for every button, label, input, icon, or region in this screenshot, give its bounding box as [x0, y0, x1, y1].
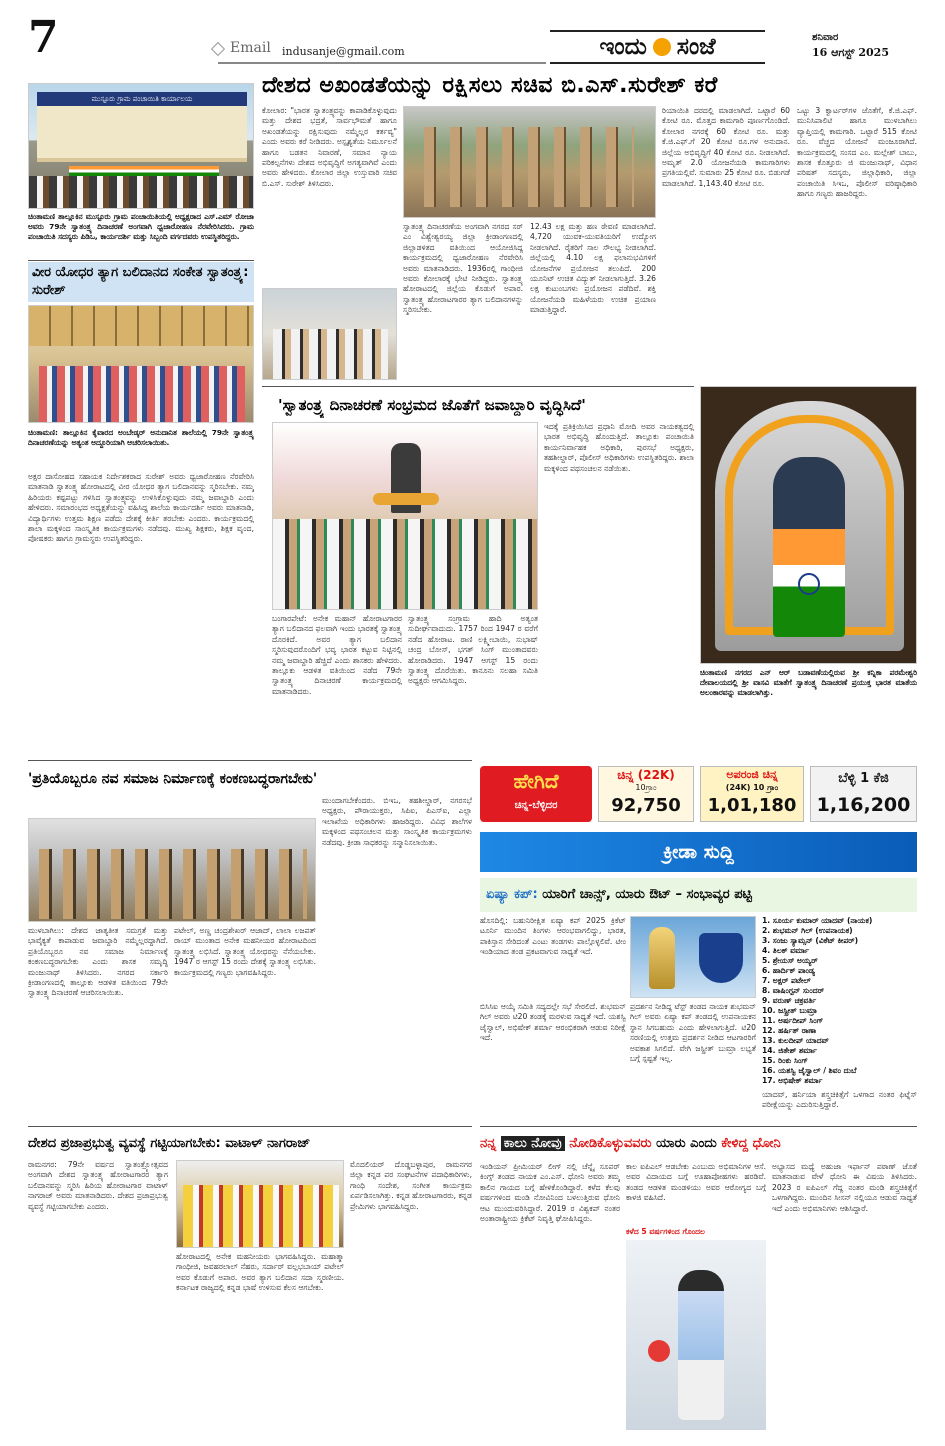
sports-body-left: ಬಿಸಿಸಿಐ ಆಯ್ಕೆ ಸಮಿತಿ ಸದ್ಯದಲ್ಲೇ ಸಭೆ ಸೇರಲಿದೆ. ಶುಭಮನ್ ಗಿಲ್ ಅವರು ಟಿ20 ತಂಡಕ್ಕೆ ಮರಳುವ ಸಾಧ್ಯತೆ ಇದೆ. ಯಶಸ್ವಿ ಜೈಸ್ವಾಲ್, ಅಭಿಷೇಕ್ ಶರ್ಮಾ ಆರಂಭಿಕರಾಗಿ ಆಡುವ ನಿರೀಕ್ಷೆ ಇದೆ.: [480, 1002, 626, 1043]
asia-cup-photo: [630, 916, 756, 998]
march-photo: [28, 818, 316, 922]
logo-right: ಸಂಜೆ: [676, 34, 716, 60]
sports-note: ಯಾದವ್, ಹರ್ನಿಯಾ ಶಸ್ತ್ರಚಿಕಿತ್ಸೆಗೆ ಒಳಗಾದ ನಂತರ ಫಿಟ್ನೆಸ್ ಪರೀಕ್ಷೆಯನ್ನು ಎದುರಿಸುತ್ತಿದ್ದಾರೆ.: [762, 1090, 917, 1110]
rates-label-bottom: ಚಿನ್ನ-ಬೆಳ್ಳಿದರ: [514, 800, 558, 811]
logo-left: ಇಂದು: [599, 34, 647, 60]
dhoni-headline: [480, 1130, 917, 1158]
children-group: [39, 366, 245, 423]
player-item: 1. ಸೂರ್ಯ ಕುಮಾರ್ ಯಾದವ್ (ನಾಯಕ): [762, 916, 873, 925]
left-headline: ವೀರ ಯೋಧರ ತ್ಯಾಗ ಬಲಿದಾನದ ಸಂಕೇತ ಸ್ವಾತಂತ್ರ್ಯ: ಸುರೇಶ್: [32, 265, 249, 298]
lower-left-col1: ಮುಳಬಾಗಿಲು: ದೇಶದ ಜಾತ್ಯತೀತ ಸಮಗ್ರತೆ ಮತ್ತು ಭಾವೈಕ್ಯತೆ ಕಾಪಾಡುವ ಜವಾಬ್ದಾರಿ ನಮ್ಮೆಲ್ಲರದ್ದಾಗಿದೆ. ಪ್ರತಿಯೊಬ್ಬರೂ ನವ ಸಮಾಜ ನಿರ್ಮಾಣಕ್ಕೆ ಕಂಕಣಬದ್ಧರಾಗಬೇಕು ಎಂದು ಶಾಸಕ ಸಮೃದ್ಧಿ ಮಂಜುನಾಥ್ ತಿಳಿಸಿದರು. ನಗರದ ಸರ್ಕಾರಿ ಕ್ರೀಡಾಂಗಣದಲ್ಲಿ ತಾಲ್ಲೂಕು ಆಡಳಿತ ವತಿಯಿಂದ 79ನೇ ಸ್ವಾತಂತ್ರ್ಯ ದಿನಾಚರಣೆ ಆಚರಿಸಲಾಯಿತು.: [28, 926, 168, 998]
rate-title: ಅಪರಂಜಿ ಚಿನ್ನ: [726, 768, 778, 781]
ball-icon: [648, 1340, 670, 1362]
left-caption: ಚಿಂತಾಮಣಿ: ತಾಲ್ಲೂಕಿನ ಕೈವಾರದ ಅಂಬೇಡ್ಕರ್ ಅನುದಾನಿತ ಶಾಲೆಯಲ್ಲಿ 79ನೇ ಸ್ವಾತಂತ್ರ್ಯ ದಿನಾಚರಣೆಯನ್ನು ಅತ್ಯಂತ ಅದ್ದೂರಿಯಾಗಿ ಆಚರಿಸಲಾಯಿತು.: [28, 428, 254, 447]
rate-title: ಬೆಳ್ಳಿ 1 ಕೆಜಿ: [838, 771, 889, 786]
player-item: 13. ಕುಲದೀಪ್ ಯಾದವ್: [762, 1036, 829, 1045]
player-item: 12. ಹರ್ಷಿತ್ ರಾಣಾ: [762, 1026, 817, 1035]
lower-left-col2: ಪಟೇಲ್, ಅಣ್ಣ ಚಂದ್ರಶೇಖರ್ ಆಜಾದ್, ಲಾಲಾ ಲಜಪತ್ ರಾಯ್ ಮುಂತಾದ ಅನೇಕ ಮಹನೀಯರ ಹೋರಾಟದಿಂದ ಸ್ವಾತಂತ್ರ್ಯ ಲಭಿಸಿದೆ. ಸ್ವಾತಂತ್ರ್ಯ ಯೋಧರನ್ನು ನೆನೆಯಬೇಕು. 1947 ರ ಆಗಸ್ಟ್ 15 ರಂದು ದೇಶಕ್ಕೆ ಸ್ವಾತಂತ್ರ್ಯ ಲಭಿಸಿತು. ಕಾರ್ಯಕ್ರಮದಲ್ಲಿ ಗಣ್ಯರು ಭಾಗವಹಿಸಿದ್ದರು.: [174, 926, 316, 977]
lead-col3: 12.43 ಲಕ್ಷ ಮತ್ತು ಹಣ ಠೇವಣಿ ಮಾಡಲಾಗಿದೆ. 4,720 ಯುವಕ-ಯುವತಿಯರಿಗೆ ಉದ್ಯೋಗ ನೀಡಲಾಗಿದೆ. ರೈತರಿಗೆ ಸಾಲ ಸೌಲಭ್ಯ ನೀಡಲಾಗಿದೆ. ಜಿಲ್ಲೆಯಲ್ಲಿ 4.10 ಲಕ್ಷ ಫಲಾನುಭವಿಗಳಿಗೆ ಯೋಜನೆಗಳ ಪ್ರಯೋಜನ ತಲುಪಿದೆ. 200 ಯೂನಿಟ್ ಉಚಿತ ವಿದ್ಯುತ್ ನೀಡಲಾಗುತ್ತಿದೆ. 3.26 ಲಕ್ಷ ಕುಟುಂಬಗಳು ಪ್ರಯೋಜನ ಪಡೆದಿವೆ. ಶಕ್ತಿ ಯೋಜನೆಯಡಿ ಮಹಿಳೆಯರು ಉಚಿತ ಪ್ರಯಾಣ ಮಾಡುತ್ತಿದ್ದಾರೆ.: [530, 222, 656, 315]
email-label: Email: [230, 40, 271, 56]
mid-rule-top: [262, 386, 694, 387]
section-rule-2: [28, 1126, 472, 1127]
bottom-left-col1: ರಾಮನಗರ: 79ನೇ ವರ್ಷದ ಸ್ವಾತಂತ್ರ್ಯೋತ್ಸವದ ಅಂಗವಾಗಿ ದೇಶದ ಸ್ವಾತಂತ್ರ್ಯ ಹೋರಾಟಗಾರರ ತ್ಯಾಗ ಬಲಿದಾನವನ್ನು ಸ್ಮರಿಸಿ ಹಿರಿಯ ಹೋರಾಟಗಾರ ವಾಟಾಳ್ ನಾಗರಾಜ್ ಅವರು ಮಾತನಾಡಿದರು. ದೇಶದ ಪ್ರಜಾಪ್ರಭುತ್ವ ವ್ಯವಸ್ಥೆ ಗಟ್ಟಿಯಾಗಬೇಕು ಎಂದರು.: [28, 1160, 168, 1211]
sports-headline-rest: ಯಾರಿಗೆ ಚಾನ್ಸ್, ಯಾರು ಔಟ್ – ಸಂಭಾವ್ಯರ ಪಟ್ಟಿ: [542, 887, 752, 902]
issue-day: ಶನಿವಾರ: [812, 32, 839, 43]
rate-title: ಚಿನ್ನ (22K): [617, 768, 675, 782]
sports-headline: [486, 880, 914, 910]
garland: [373, 493, 439, 505]
rate-value: 1,01,180: [707, 795, 797, 816]
marching-police: [424, 127, 634, 207]
deity: [773, 457, 845, 637]
player-item: 3. ಸಂಜು ಸ್ಯಾಮ್ಸನ್ (ವಿಕೆಟ್ ಕೀಪರ್): [762, 936, 859, 945]
top-left-photo: [28, 83, 254, 209]
masthead: [0, 0, 945, 70]
people-row: [273, 519, 538, 610]
mid-col1: ಬಂಗಾರಪೇಟೆ: ಅನೇಕ ಮಹಾನ್ ಹೋರಾಟಗಾರರ ತ್ಯಾಗ ಬಲಿದಾನದ ಫಲವಾಗಿ ಇಂದು ಭಾರತಕ್ಕೆ ಸ್ವಾತಂತ್ರ್ಯ ದೊರಕಿದೆ. ಅವರ ತ್ಯಾಗ ಬಲಿದಾನ ಸ್ಮರಿಸುವುದರೊಂದಿಗೆ ಭವ್ಯ ಭಾರತ ಕಟ್ಟುವ ನಿಟ್ಟಿನಲ್ಲಿ ನಮ್ಮ ಜವಾಬ್ದಾರಿ ಹೆಚ್ಚಿದೆ ಎಂದು ಶಾಸಕರು ಹೇಳಿದರು. ತಾಲ್ಲೂಕು ಆಡಳಿತ ವತಿಯಿಂದ ನಡೆದ 79ನೇ ಸ್ವಾತಂತ್ರ್ಯ ದಿನಾಚರಣೆ ಕಾರ್ಯಕ್ರಮದಲ್ಲಿ ಮಾತನಾಡಿದರು.: [272, 614, 402, 696]
dhoni-col3: ಅಭ್ಯಾಸದ ಮಧ್ಯೆ ಅಹುಜಾ ಇರ್ಫಾನ್ ಪಠಾಣ್ ಜೊತೆ ಮಾತನಾಡುವ ವೇಳೆ ಧೋನಿ ಈ ವಿಷಯ ತಿಳಿಸಿದರು. 2023 ರ ಐಪಿಎಲ್ ಗೆದ್ದ ನಂತರ ಮಂಡಿ ಶಸ್ತ್ರಚಿಕಿತ್ಸೆಗೆ ಒಳಗಾಗಿದ್ದರು. ಮುಂದಿನ ಸೀಸನ್ ನಲ್ಲಿಯೂ ಆಡುವ ಸಾಧ್ಯತೆ ಇದೆ ಎಂದು ಅಭಿಮಾನಿಗಳು ಆಶಿಸಿದ್ದಾರೆ.: [772, 1162, 917, 1213]
flag-strip: [69, 166, 219, 176]
dhoni-inset-title: ಕಳೆದ 5 ವರ್ಷಗಳಿಂದ ಗೊಂದಲ: [626, 1227, 705, 1236]
crowd: [29, 176, 254, 209]
player-item: 4. ತಿಲಕ್ ವರ್ಮಾ: [762, 946, 809, 955]
mid-headline: 'ಸ್ವಾತಂತ್ರ್ಯ ದಿನಾಚರಣೆ ಸಂಭ್ರಮದ ಜೊತೆಗೆ ಜವಾಬ್ದಾರಿ ವೃದ್ಧಿಸಿದೆ': [278, 396, 586, 414]
rates-label-top: ಹೇಗಿದೆ: [513, 769, 559, 793]
issue-date: 16 ಆಗಸ್ಟ್ 2025: [812, 46, 889, 59]
building-banner: ಮುಸ್ಟೂರು ಗ್ರಾಮ ಪಂಚಾಯಿತಿ ಕಾರ್ಯಾಲಯ: [37, 92, 247, 106]
lead-headline: ದೇಶದ ಅಖಂಡತೆಯನ್ನು ರಕ್ಷಿಸಲು ಸಚಿವ ಬಿ.ಎಸ್.ಸುರೇಶ್ ಕರೆ: [262, 73, 718, 98]
email-address[interactable]: indusanje@gmail.com: [282, 45, 405, 58]
player-item: 11. ಅರ್ಷದೀಪ್ ಸಿಂಗ್: [762, 1016, 824, 1025]
rate-unit: 10ಗ್ರಾಂ: [635, 783, 657, 792]
masthead-rule: [218, 62, 546, 64]
left-body: ಅಕ್ಷರ ದಾಸೋಹದ ಸಹಾಯಕ ನಿರ್ದೇಶಕರಾದ ಸುರೇಶ್ ಅವರು ಧ್ವಜಾರೋಹಣ ನೆರವೇರಿಸಿ ಮಾತನಾಡಿ ಸ್ವಾತಂತ್ರ್ಯ ಹೋರಾಟದಲ್ಲಿ ವೀರ ಯೋಧರ ತ್ಯಾಗ ಬಲಿದಾನವನ್ನು ಸ್ಮರಿಸಬೇಕು. ನಮ್ಮ ಹಿರಿಯರು ಕಷ್ಟಪಟ್ಟು ಗಳಿಸಿದ ಸ್ವಾತಂತ್ರ್ಯವನ್ನು ಉಳಿಸಿಕೊಳ್ಳುವುದು ನಮ್ಮ ಜವಾಬ್ದಾರಿ ಎಂದು ಹೇಳಿದರು. ಸಮಾರಂಭದ ಅಧ್ಯಕ್ಷತೆಯನ್ನು ವಹಿಸಿದ್ದ ಶಾಲೆಯ ಕಾರ್ಯದರ್ಶಿ ಅವರು ಮಾತನಾಡಿ, ವಿದ್ಯಾರ್ಥಿಗಳು ಉತ್ತಮ ಶಿಕ್ಷಣ ಪಡೆದು ದೇಶಕ್ಕೆ ಕೀರ್ತಿ ತರಬೇಕು ಎಂದರು. ಕಾರ್ಯಕ್ರಮದಲ್ಲಿ ಶಾಲಾ ಮಕ್ಕಳಿಂದ ಸಾಂಸ್ಕೃತಿಕ ಕಾರ್ಯಕ್ರಮಗಳು ನಡೆದವು. ಮುಖ್ಯ ಶಿಕ್ಷಕರು, ಶಿಕ್ಷಕ ವೃಂದ, ಪೋಷಕರು ಹಾಗೂ ಗ್ರಾಮಸ್ಥರು ಉಪಸ್ಥಿತರಿದ್ದರು.: [28, 472, 254, 544]
vatal-photo: [176, 1160, 344, 1248]
rule: [28, 260, 254, 261]
rate-unit: (24K) 10 ಗ್ರಾಂ: [725, 783, 779, 792]
rate-value: 92,750: [611, 795, 681, 816]
dhoni-headline-a: ನನ್ನ: [480, 1136, 497, 1151]
rate-value: 1,16,200: [816, 794, 911, 816]
section-rule-3: [480, 1126, 917, 1127]
dignitaries-photo: [262, 288, 397, 380]
dhoni-headline-b: ಕಾಲು ನೋವು: [501, 1136, 565, 1151]
lead-col2: ಸ್ವಾತಂತ್ರ್ಯ ದಿನಾಚರಣೆಯ ಅಂಗವಾಗಿ ನಗರದ ಸರ್ ಎಂ ವಿಶ್ವೇಶ್ವರಯ್ಯ ಜಿಲ್ಲಾ ಕ್ರೀಡಾಂಗಣದಲ್ಲಿ ಜಿಲ್ಲಾಡಳಿತದ ವತಿಯಿಂದ ಆಯೋಜಿಸಿದ್ದ ಕಾರ್ಯಕ್ರಮದಲ್ಲಿ ಧ್ವಜಾರೋಹಣ ನೆರವೇರಿಸಿ ಅವರು ಮಾತನಾಡಿದರು. 1936ರಲ್ಲಿ ಗಾಂಧೀಜಿ ಅವರು ಕೋಲಾರಕ್ಕೆ ಭೇಟಿ ನೀಡಿದ್ದರು. ಸ್ವಾತಂತ್ರ್ಯ ಹೋರಾಟದಲ್ಲಿ ಜಿಲ್ಲೆಯ ಕೊಡುಗೆ ಅಪಾರ. ಸ್ವಾತಂತ್ರ್ಯ ಹೋರಾಟಗಾರರ ತ್ಯಾಗ ಬಲಿದಾನಗಳನ್ನು ಸ್ಮರಿಸಬೇಕು.: [403, 222, 523, 315]
player-item: 17. ಅಭಿಷೇಕ್ ಶರ್ಮಾ: [762, 1076, 823, 1085]
parade-photo: [403, 106, 656, 218]
dhoni-col1: ಇಂಡಿಯನ್ ಪ್ರೀಮಿಯರ್ ಲೀಗ್ ನಲ್ಲಿ ಚೆನ್ನೈ ಸೂಪರ್ ಕಿಂಗ್ಸ್ ತಂಡದ ನಾಯಕ ಎಂ.ಎಸ್. ಧೋನಿ ಅವರು ತಮ್ಮ ಕಾಲಿನ ಗಾಯದ ಬಗ್ಗೆ ಹೇಳಿಕೊಂಡಿದ್ದಾರೆ. ಕಳೆದ ಕೆಲವು ವರ್ಷಗಳಿಂದ ಮಂಡಿ ನೋವಿನಿಂದ ಬಳಲುತ್ತಿರುವ ಧೋನಿ ಆಟ ಮುಂದುವರಿಸಿದ್ದಾರೆ. 2019 ರ ವಿಶ್ವಕಪ್ ನಂತರ ಅಂತಾರಾಷ್ಟ್ರೀಯ ಕ್ರಿಕೆಟ್ ನಿವೃತ್ತಿ ಘೋಷಿಸಿದ್ದರು.: [480, 1162, 620, 1224]
section-rule-1: [28, 760, 472, 761]
sports-section-title: ಕ್ರೀಡಾ ಸುದ್ದಿ: [663, 841, 734, 863]
building-facade: [37, 106, 247, 162]
player-item: 14. ಜಿತೇಶ್ ಶರ್ಮಾ: [762, 1046, 817, 1055]
lead-col1: ಕೋಲಾರ: "ಭಾರತ ಸ್ವಾತಂತ್ರ್ಯವನ್ನು ಕಾಪಾಡಿಕೊಳ್ಳುವುದು ಮತ್ತು ದೇಶದ ಭದ್ರತೆ, ಸಾರ್ವಭೌಮತೆ ಹಾಗೂ ಅಖಂಡತೆಯನ್ನು ರಕ್ಷಿಸುವುದು ನಮ್ಮೆಲ್ಲರ ಕರ್ತವ್ಯ" ಎಂದು ಅವರು ಕರೆ ನೀಡಿದರು. ಅಸ್ಪೃಶ್ಯತೆಯ ನಿರ್ಮೂಲನೆ ಹಾಗೂ ಬಡತನ ನಿವಾರಣೆ, ಸಮಾನ ನ್ಯಾಯ ಪರಿಕಲ್ಪನೆಗಳು ದೇಶದ ಅಭಿವೃದ್ಧಿಗೆ ಅಗತ್ಯವಾಗಿವೆ ಎಂದು ಅವರು ಹೇಳಿದರು. ಕೋಲಾರ ಜಿಲ್ಲಾ ಉಸ್ತುವಾರಿ ಸಚಿವ ಬಿ.ಎಸ್. ಸುರೇಶ್ ತಿಳಿಸಿದರು.: [262, 106, 397, 188]
bcci-logo-icon: [699, 933, 743, 983]
dhoni-headline-d: ಯಾರು ಎಂದು: [656, 1136, 717, 1151]
mid-col2: ಸ್ವಾತಂತ್ರ್ಯ ಸಂಗ್ರಾಮ ಹಾದಿ ಅತ್ಯಂತ ಸುದೀರ್ಘವಾದುದು. 1757 ರಿಂದ 1947 ರ ವರೆಗೆ ನಡೆದ ಹೋರಾಟ. ರಾಣಿ ಲಕ್ಷ್ಮೀಬಾಯಿ, ಸುಭಾಷ್ ಚಂದ್ರ ಬೋಸ್, ಭಗತ್ ಸಿಂಗ್ ಮುಂತಾದವರು ಹೋರಾಡಿದರು. 1947 ಆಗಸ್ಟ್ 15 ರಂದು ಸ್ವಾತಂತ್ರ್ಯ ದೊರೆಯಿತು. ಕಾನೂನು ಸಲಹಾ ಸಮಿತಿ ಅಧ್ಯಕ್ಷರು ಆಗಮಿಸಿದ್ದರು.: [408, 614, 538, 686]
marching-cadets: [39, 849, 307, 919]
temple-caption: ಚಿಂತಾಮಣಿ ನಗರದ ಎನ್ ಆರ್ ಬಡಾವಣೆಯಲ್ಲಿರುವ ಶ್ರೀ ಕನ್ನಿಕಾ ಪರಮೇಶ್ವರಿ ದೇವಾಲಯದಲ್ಲಿ ಶ್ರೀ ವಾಸವಿ ಮಾತೆಗೆ ಸ್ವಾತಂತ್ರ್ಯ ದಿನಾಚರಣೆ ಪ್ರಯುಕ್ತ ಭಾರತ ಮಾತೆಯ ಅಲಂಕಾರವನ್ನು ಮಾಡಲಾಗಿತ್ತು.: [700, 668, 917, 697]
logo-sun-icon: [653, 38, 671, 56]
bottom-left-col2: ಹೋರಾಟದಲ್ಲಿ ಅನೇಕ ಮಹನೀಯರು ಭಾಗವಹಿಸಿದ್ದರು. ಮಹಾತ್ಮಾ ಗಾಂಧೀಜಿ, ಜವಹರಲಾಲ್ ನೆಹರು, ಸರ್ದಾರ್ ವಲ್ಲಭಬಾಯ್ ಪಟೇಲ್ ಅವರ ಕೊಡುಗೆ ಅಪಾರ. ಅವರ ತ್ಯಾಗ ಬಲಿದಾನ ಸದಾ ಸ್ಮರಣೀಯ. ಕರ್ನಾಟಕ ರಾಜ್ಯದಲ್ಲಿ ಕನ್ನಡ ಭಾಷೆ ಉಳಿಸುವ ಕೆಲಸ ಆಗಬೇಕು.: [176, 1252, 344, 1293]
bottom-left-col3: ಮೊದಲಿಯರ್ ದೊಡ್ಡಬಳ್ಳಾಪುರ, ರಾಮನಗರ ಜಿಲ್ಲಾ ಕನ್ನಡ ಪರ ಸಂಘಟನೆಗಳ ಪದಾಧಿಕಾರಿಗಳು, ಗಾಂಧಿ ಸಂದೇಶ, ಸಂಗೀತ ಕಾರ್ಯಕ್ರಮ ಏರ್ಪಡಿಸಲಾಗಿತ್ತು. ಕನ್ನಡ ಹೋರಾಟಗಾರರು, ಕನ್ನಡ ಪ್ರೇಮಿಗಳು ಭಾಗವಹಿಸಿದ್ದರು.: [350, 1160, 472, 1211]
mid-col3: ಇದಕ್ಕೆ ಪ್ರತಿಕ್ರಿಯಿಸಿದ ಪ್ರಧಾನಿ ಮೋದಿ ಅವರ ನಾಯಕತ್ವದಲ್ಲಿ ಭಾರತ ಅಭಿವೃದ್ಧಿ ಹೊಂದುತ್ತಿದೆ. ತಾಲ್ಲೂಕು ಪಂಚಾಯಿತಿ ಕಾರ್ಯನಿರ್ವಾಹಕ ಅಧಿಕಾರಿ, ಪುರಸಭೆ ಅಧ್ಯಕ್ಷರು, ತಹಶೀಲ್ದಾರ್, ಪೊಲೀಸ್ ಅಧಿಕಾರಿಗಳು ಉಪಸ್ಥಿತರಿದ್ದರು. ಶಾಲಾ ಮಕ್ಕಳಿಂದ ಪಥಸಂಚಲನ ನಡೆಯಿತು.: [544, 422, 694, 473]
trophy-icon: [649, 927, 675, 989]
sports-intro: ಹೊಸದಿಲ್ಲಿ: ಬಹುನಿರೀಕ್ಷಿತ ಏಷ್ಯಾ ಕಪ್ 2025 ಕ್ರಿಕೆಟ್ ಟೂರ್ನಿ ಮುಂದಿನ ತಿಂಗಳು ಆರಂಭವಾಗಲಿದ್ದು, ಭಾರತ, ಪಾಕಿಸ್ತಾನ ಸೇರಿದಂತೆ ಎಂಟು ತಂಡಗಳು ಪಾಲ್ಗೊಳ್ಳಲಿವೆ. ಟೀಂ ಇಂಡಿಯಾದ ತಂಡ ಪ್ರಕಟವಾಗುವ ಸಾಧ್ಯತೆ ಇದೆ.: [480, 916, 626, 957]
masthead-logo: [550, 30, 765, 64]
email-icon: [211, 42, 225, 56]
player-item: 8. ವಾಷಿಂಗ್ಟನ್ ಸುಂದರ್: [762, 986, 825, 995]
ambedkar-photo: [272, 422, 538, 610]
player-item: 10. ಜಸ್ಪ್ರೀತ್ ಬುಮ್ರಾ: [762, 1006, 818, 1015]
sports-body-mid: ಪ್ರದರ್ಶನ ನೀಡಿದ್ದ ಟೆಸ್ಟ್ ತಂಡದ ನಾಯಕ ಶುಭಮನ್ ಗಿಲ್ ಅವರು ಏಷ್ಯಾ ಕಪ್ ತಂಡದಲ್ಲಿ ಉಪನಾಯಕನ ಸ್ಥಾನ ಸಿಗಬಹುದು ಎಂದು ಹೇಳಲಾಗುತ್ತಿದೆ. ಟಿ20 ಸರಣಿಯಲ್ಲಿ ಉತ್ತಮ ಪ್ರದರ್ಶನ ನೀಡಿದ ಆಟಗಾರರಿಗೆ ಅವಕಾಶ ಸಿಗಲಿದೆ. ವೇಗಿ ಜಸ್ಪ್ರೀತ್ ಬುಮ್ರಾ ಲಭ್ಯತೆ ಬಗ್ಗೆ ಸ್ಪಷ್ಟತೆ ಇಲ್ಲ.: [630, 1002, 756, 1064]
dhoni-col2: ಕಾಲ ಐಪಿಎಲ್ ಆಡಬೇಕು ಎಂಬುದು ಅಭಿಮಾನಿಗಳ ಆಸೆ. ಅವರ ವಿದಾಯದ ಬಗ್ಗೆ ಊಹಾಪೋಹಗಳು ಹರಡಿವೆ. ತಂಡದ ಆಡಳಿತ ಮಂಡಳಿಯು ಅವರ ಆರೋಗ್ಯದ ಬಗ್ಗೆ ಕಾಳಜಿ ವಹಿಸಿದೆ.: [626, 1162, 766, 1203]
lead-col4: ರಿಯಾಯಿತಿ ದರದಲ್ಲಿ ಮಾಡಲಾಗಿದೆ. ಒಟ್ಟಾರೆ 60 ಕೋಟಿ ರೂ. ಮೊತ್ತದ ಕಾಮಗಾರಿ ಪೂರ್ಣಗೊಂಡಿದೆ. ಕೋಲಾರ ನಗರಕ್ಕೆ 60 ಕೋಟಿ ರೂ. ಮತ್ತು ಕೆ.ಜಿ.ಎಫ್.ಗೆ 20 ಕೋಟಿ ರೂ.ಗಳ ಅನುದಾನ. ಜಿಲ್ಲೆಯ ಅಭಿವೃದ್ಧಿಗೆ 40 ಕೋಟಿ ರೂ. ನೀಡಲಾಗಿದೆ. ಅಮೃತ್ 2.0 ಯೋಜನೆಯಡಿ ಕಾಮಗಾರಿಗಳು ಪ್ರಗತಿಯಲ್ಲಿವೆ. ಸುಮಾರು 25 ಕೋಟಿ ರೂ. ಬಿಡುಗಡೆ ಮಾಡಲಾಗಿದೆ. 1,143.40 ಕೋಟಿ ರೂ.: [662, 106, 790, 188]
player-item: 16. ಯಶಸ್ವಿ ಜೈಸ್ವಾಲ್ / ಶಿವಂ ದುಬೆ: [762, 1066, 857, 1075]
leaders-group: [183, 1185, 339, 1248]
player-item: 5. ಶ್ರೇಯಸ್ ಅಯ್ಯರ್: [762, 956, 818, 965]
dhoni-photo: [626, 1240, 766, 1430]
player-item: 6. ಹಾರ್ದಿಕ್ ಪಾಂಡ್ಯ: [762, 966, 815, 975]
rate-card-22k: [598, 766, 694, 822]
dhoni-headline-e: ಕೇಳಿದ್ದ ಧೋನಿ: [721, 1136, 781, 1151]
sports-player-list: [762, 916, 917, 1086]
rate-card-24k: [700, 766, 804, 822]
officials-row: [273, 329, 388, 379]
rate-card-silver: [810, 766, 917, 822]
player-item: 9. ವರುಣ್ ಚಕ್ರವರ್ತಿ: [762, 996, 817, 1005]
bottom-left-headline: ದೇಶದ ಪ್ರಜಾಪ್ರಭುತ್ವ ವ್ಯವಸ್ಥೆ ಗಟ್ಟಿಯಾಗಬೇಕು: ವಾಟಾಳ್ ನಾಗರಾಜ್: [28, 1136, 311, 1151]
school-building: [29, 306, 254, 346]
temple-photo: [700, 386, 917, 664]
player-item: 7. ಅಕ್ಷರ್ ಪಟೇಲ್: [762, 976, 811, 985]
school-photo: [28, 305, 254, 423]
player-figure: [678, 1270, 724, 1420]
lower-left-col3: ಮುಂದಾಗಬೇಕೆಂದರು. ಬಿಇಒ, ತಹಶೀಲ್ದಾರ್, ನಗರಸಭೆ ಅಧ್ಯಕ್ಷರು, ಪೌರಾಯುಕ್ತರು, ಸಿಪಿಐ, ಪಿಎಸ್ಐ, ಎಲ್ಲಾ ಇಲಾಖೆಯ ಅಧಿಕಾರಿಗಳು ಹಾಜರಿದ್ದರು. ವಿವಿಧ ಶಾಲೆಗಳ ಮಕ್ಕಳಿಂದ ಪಥಸಂಚಲನ ಮತ್ತು ಸಾಂಸ್ಕೃತಿಕ ಕಾರ್ಯಕ್ರಮಗಳು ನಡೆದವು. ಕ್ರೀಡಾ ಸಾಧಕರನ್ನು ಸನ್ಮಾನಿಸಲಾಯಿತು.: [322, 796, 472, 847]
lower-left-headline: 'ಪ್ರತಿಯೊಬ್ಬರೂ ನವ ಸಮಾಜ ನಿರ್ಮಾಣಕ್ಕೆ ಕಂಕಣಬದ್ಧರಾಗಬೇಕು': [28, 771, 318, 787]
chakra-icon: [798, 573, 820, 595]
page-number: 7: [28, 12, 59, 63]
sports-headline-prefix: ಏಷ್ಯಾ ಕಪ್:: [486, 887, 538, 902]
lead-col5: ಒಟ್ಟು 3 ಕ್ವಾರ್ಟರ್‌ಗಳ ಜೊತೆಗೆ, ಕೆ.ಜಿ.ಎಫ್. ಮುನಿಸಿಪಾಲಿಟಿ ಹಾಗೂ ಮುಳಬಾಗಿಲು ವ್ಯಾಪ್ತಿಯಲ್ಲಿ ಕಾಮಗಾರಿ. ಒಟ್ಟಾರೆ 515 ಕೋಟಿ ರೂ. ವೆಚ್ಚದ ಯೋಜನೆ ಮಂಜೂರಾಗಿದೆ. ಕಾರ್ಯಕ್ರಮದಲ್ಲಿ ಸಂಸದ ಎಂ. ಮಲ್ಲೇಶ್ ಬಾಬು, ಶಾಸಕ ಕೊತ್ತೂರು ಜಿ ಮಂಜುನಾಥ್, ವಿಧಾನ ಪರಿಷತ್ ಸದಸ್ಯರು, ಜಿಲ್ಲಾಧಿಕಾರಿ, ಜಿಲ್ಲಾ ಪಂಚಾಯಿತಿ ಸಿಇಒ, ಪೊಲೀಸ್ ವರಿಷ್ಠಾಧಿಕಾರಿ ಹಾಗೂ ಗಣ್ಯರು ಹಾಜರಿದ್ದರು.: [797, 106, 917, 199]
player-item: 15. ರಿಂಕು ಸಿಂಗ್: [762, 1056, 808, 1065]
top-left-caption: ಚಿಂತಾಮಣಿ ತಾಲ್ಲೂಕಿನ ಮುಸ್ಟೂರು ಗ್ರಾಮ ಪಂಚಾಯಿತಿಯಲ್ಲಿ ಅಧ್ಯಕ್ಷರಾದ ಎಸ್.ಎಮ್ ರೋಜಾ ಅವರು 79ನೇ ಸ್ವಾತಂತ್ರ್ಯ ದಿನಾಚರಣೆ ಅಂಗವಾಗಿ ಧ್ವಜಾರೋಹಣ ನೆರವೇರಿಸಿದರು. ಗ್ರಾಮ ಪಂಚಾಯಿತಿ ಸದಸ್ಯರು ಪಿಡಿಒ, ಕಾರ್ಯದರ್ಶಿ ಮತ್ತು ಸಿಬ್ಬಂದಿ ವರ್ಗದವರು ಉಪಸ್ಥಿತರಿದ್ದರು.: [28, 212, 254, 241]
dhoni-headline-c: ನೋಡಿಕೊಳ್ಳುವವರು: [569, 1136, 652, 1151]
player-item: 2. ಶುಭಮನ್ ಗಿಲ್ (ಉಪನಾಯಕ): [762, 926, 853, 935]
